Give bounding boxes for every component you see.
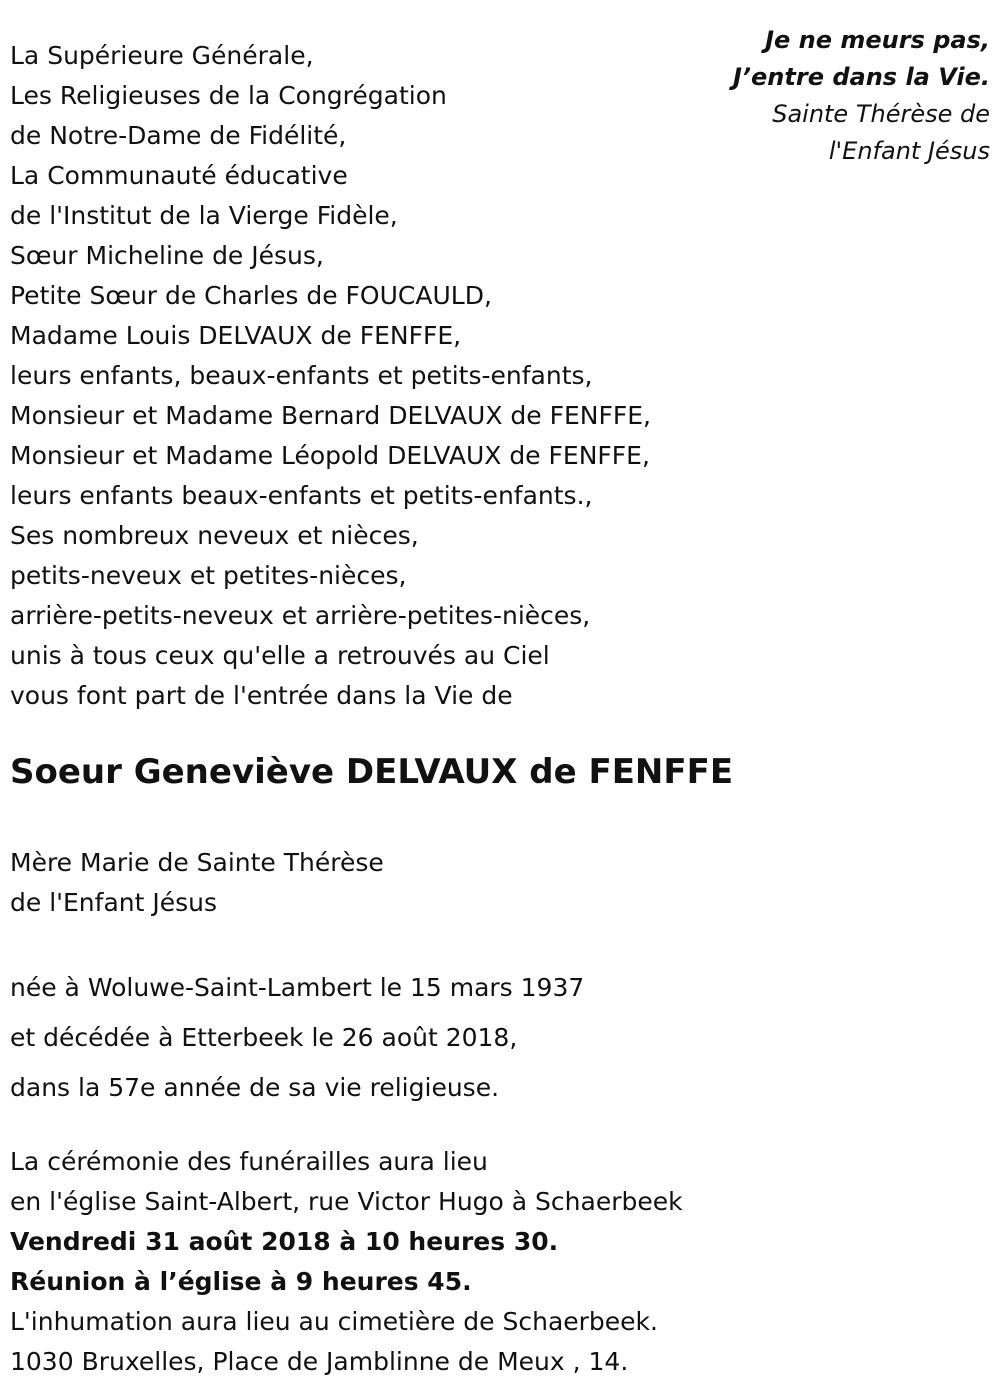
announcer-line: de Notre-Dame de Fidélité, <box>10 121 347 150</box>
ceremony-line-1: La cérémonie des funérailles aura lieu <box>10 1147 488 1176</box>
announcer-line: Petite Sœur de Charles de FOUCAULD, <box>10 281 492 310</box>
ceremony-info <box>10 1142 683 1382</box>
announcer-line: vous font part de l'entrée dans la Vie de <box>10 681 513 710</box>
announcer-line: La Communauté éducative <box>10 161 348 190</box>
quote-line-2: J’entre dans la Vie. <box>732 63 990 91</box>
quote-author-line-1: Sainte Thérèse de <box>772 100 990 128</box>
announcer-line: arrière-petits-neveux et arrière-petites-nièces, <box>10 601 591 630</box>
announcer-line: Sœur Micheline de Jésus, <box>10 241 324 270</box>
birth-info: née à Woluwe-Saint-Lambert le 15 mars 1937 <box>10 973 585 1002</box>
deceased-name: Soeur Geneviève DELVAUX de FENFFE <box>10 752 734 792</box>
announcer-line: Ses nombreux neveux et nièces, <box>10 521 419 550</box>
religious-name-line-1: Mère Marie de Sainte Thérèse <box>10 848 384 877</box>
announcer-line: Les Religieuses de la Congrégation <box>10 81 447 110</box>
religious-name <box>10 843 384 923</box>
ceremony-location: en l'église Saint-Albert, rue Victor Hugo à Schaerbeek <box>10 1187 683 1216</box>
burial-info: L'inhumation aura lieu au cimetière de Schaerbeek. <box>10 1307 658 1336</box>
address-info: 1030 Bruxelles, Place de Jamblinne de Meux , 14. <box>10 1347 629 1376</box>
announcer-line: Monsieur et Madame Bernard DELVAUX de FENFFE, <box>10 401 651 430</box>
epigraph-quote <box>733 22 990 170</box>
announcer-line: Monsieur et Madame Léopold DELVAUX de FENFFE, <box>10 441 650 470</box>
announcer-line: leurs enfants beaux-enfants et petits-enfants., <box>10 481 593 510</box>
announcer-line: leurs enfants, beaux-enfants et petits-enfants, <box>10 361 593 390</box>
religious-name-line-2: de l'Enfant Jésus <box>10 888 218 917</box>
ceremony-meeting-time: Réunion à l’église à 9 heures 45. <box>10 1267 472 1296</box>
announcer-line: petits-neveux et petites-nièces, <box>10 561 407 590</box>
announcer-line: unis à tous ceux qu'elle a retrouvés au Ciel <box>10 641 550 670</box>
announcer-line: La Supérieure Générale, <box>10 41 314 70</box>
religious-year-info: dans la 57e année de sa vie religieuse. <box>10 1073 500 1102</box>
announcer-line: Madame Louis DELVAUX de FENFFE, <box>10 321 462 350</box>
death-info: et décédée à Etterbeek le 26 août 2018, <box>10 1023 518 1052</box>
life-dates <box>10 963 584 1113</box>
announcers-list <box>10 36 651 716</box>
quote-author-line-2: l'Enfant Jésus <box>828 137 990 165</box>
announcer-line: de l'Institut de la Vierge Fidèle, <box>10 201 398 230</box>
quote-line-1: Je ne meurs pas, <box>765 26 990 54</box>
ceremony-date-time: Vendredi 31 août 2018 à 10 heures 30. <box>10 1227 559 1256</box>
